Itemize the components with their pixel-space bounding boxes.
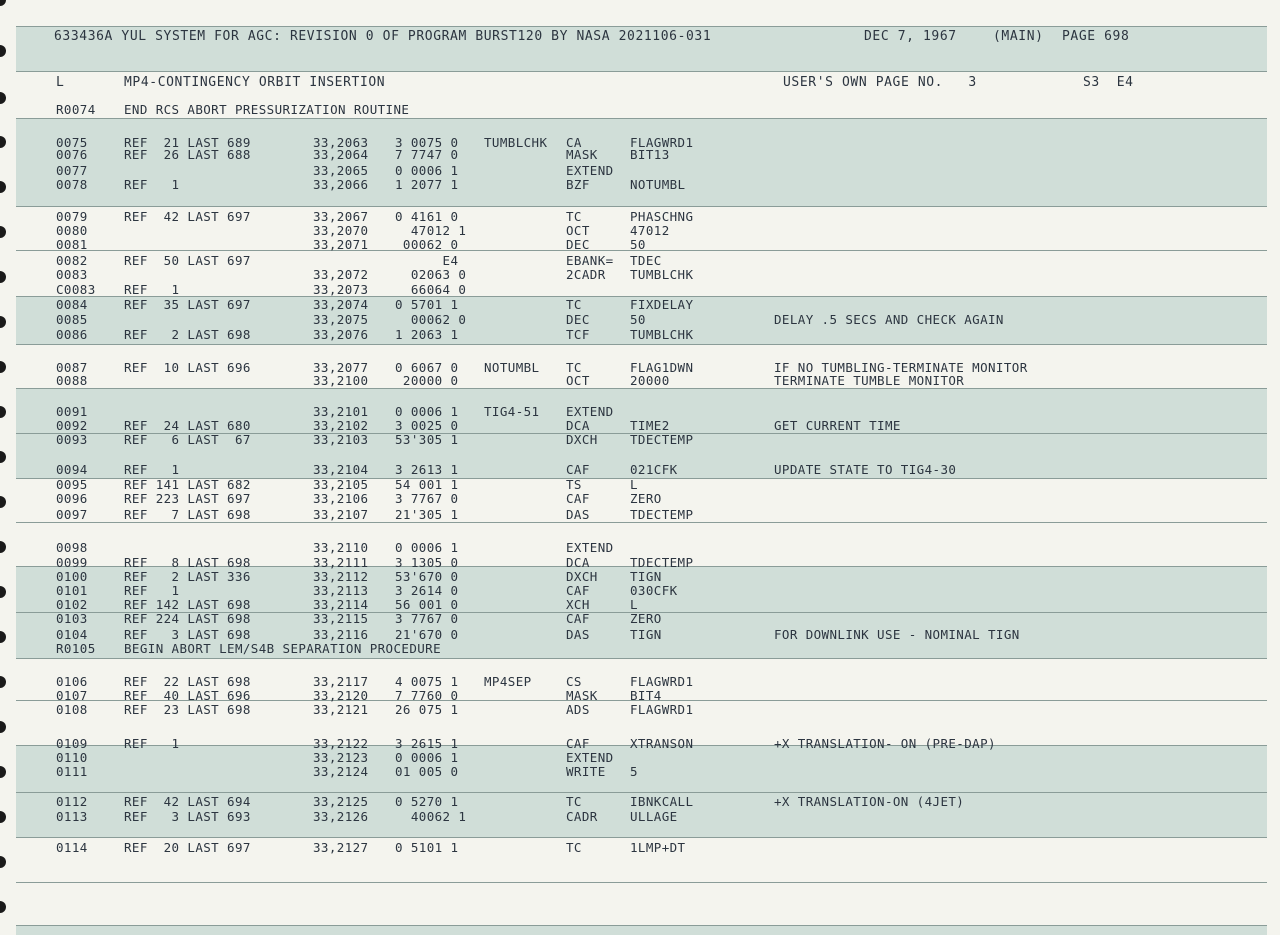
row-op: CAF — [566, 736, 590, 751]
row-line: 0111 — [56, 764, 88, 779]
row-operand: TUMBLCHK — [630, 327, 694, 342]
tractor-hole — [0, 541, 6, 553]
row-val: 3 7767 0 — [395, 611, 459, 626]
row-ref: REF 223 LAST 697 — [124, 491, 251, 506]
row-op: TC — [566, 360, 582, 375]
row-val: 01 005 0 — [395, 764, 459, 779]
row-line: 0096 — [56, 491, 88, 506]
row-operand: NOTUMBL — [630, 177, 686, 192]
row-op: EBANK= — [566, 253, 614, 268]
row-comment: DELAY .5 SECS AND CHECK AGAIN — [774, 312, 1004, 327]
row-op: TC — [566, 209, 582, 224]
row-operand: ULLAGE — [630, 809, 678, 824]
row-val: 0 0006 1 — [395, 540, 459, 555]
row-val: 20000 0 — [395, 373, 459, 388]
row-val: 47012 1 — [395, 223, 467, 238]
row-operand: FLAGWRD1 — [630, 702, 694, 717]
row-addr: 33,2072 — [313, 267, 369, 282]
listing-date: DEC 7, 1967 — [864, 29, 957, 44]
row-line: 0104 — [56, 627, 88, 642]
row-label: TUMBLCHK — [484, 135, 548, 150]
row-op: TC — [566, 840, 582, 855]
row-addr: 33,2071 — [313, 237, 369, 252]
row-op: TC — [566, 297, 582, 312]
row-addr: 33,2103 — [313, 432, 369, 447]
listing-section: (MAIN) — [993, 29, 1044, 44]
row-op: OCT — [566, 373, 590, 388]
row-val: 0 0006 1 — [395, 163, 459, 178]
row-operand: 50 — [630, 312, 646, 327]
row-addr: 33,2065 — [313, 163, 369, 178]
row-line: 0086 — [56, 327, 88, 342]
row-addr: 33,2104 — [313, 462, 369, 477]
row-operand: TDECTEMP — [630, 555, 694, 570]
row-op: TCF — [566, 327, 590, 342]
ledger-rule — [16, 206, 1267, 207]
row-addr: 33,2064 — [313, 147, 369, 162]
row-addr: 33,2125 — [313, 794, 369, 809]
row-ref: REF 22 LAST 698 — [124, 674, 251, 689]
row-addr: 33,2067 — [313, 209, 369, 224]
row-addr: 33,2105 — [313, 477, 369, 492]
row-operand: 030CFK — [630, 583, 678, 598]
row-operand: 50 — [630, 237, 646, 252]
row-val: 40062 1 — [395, 809, 467, 824]
row-addr: 33,2120 — [313, 688, 369, 703]
row-val: 3 2615 1 — [395, 736, 459, 751]
row-operand: TUMBLCHK — [630, 267, 694, 282]
row-addr: 33,2073 — [313, 282, 369, 297]
row-ref: REF 50 LAST 697 — [124, 253, 251, 268]
ledger-rule — [16, 344, 1267, 345]
row-op: CADR — [566, 809, 598, 824]
row-line: 0076 — [56, 147, 88, 162]
ledger-rule — [16, 388, 1267, 389]
ledger-rule — [16, 882, 1267, 883]
row-line: 0099 — [56, 555, 88, 570]
row-line: 0098 — [56, 540, 88, 555]
row-val: 0 4161 0 — [395, 209, 459, 224]
row-addr: 33,2115 — [313, 611, 369, 626]
tractor-hole — [0, 271, 6, 283]
row-line: 0083 — [56, 267, 88, 282]
row-operand: TIGN — [630, 569, 662, 584]
row-val: 3 0025 0 — [395, 418, 459, 433]
row-line: 0103 — [56, 611, 88, 626]
row-val: 7 7747 0 — [395, 147, 459, 162]
row-addr: 33,2075 — [313, 312, 369, 327]
row-text: BEGIN ABORT LEM/S4B SEPARATION PROCEDURE — [124, 641, 442, 656]
ledger-band — [16, 925, 1267, 935]
row-operand: L — [630, 597, 638, 612]
row-operand: BIT4 — [630, 688, 662, 703]
row-line: 0084 — [56, 297, 88, 312]
row-operand: TDECTEMP — [630, 432, 694, 447]
row-addr: 33,2114 — [313, 597, 369, 612]
row-ref: REF 1 — [124, 177, 180, 192]
row-line: 0082 — [56, 253, 88, 268]
row-line: 0081 — [56, 237, 88, 252]
row-line: 0110 — [56, 750, 88, 765]
row-ref: REF 20 LAST 697 — [124, 840, 251, 855]
row-addr: 33,2117 — [313, 674, 369, 689]
ledger-rule — [16, 792, 1267, 793]
row-line: 0107 — [56, 688, 88, 703]
row-line: 0095 — [56, 477, 88, 492]
ledger-rule — [16, 71, 1267, 72]
row-addr: 33,2124 — [313, 764, 369, 779]
row-line: 0097 — [56, 507, 88, 522]
row-ref: REF 26 LAST 688 — [124, 147, 251, 162]
row-val: 7 7760 0 — [395, 688, 459, 703]
row-op: ADS — [566, 702, 590, 717]
row-comment: IF NO TUMBLING-TERMINATE MONITOR — [774, 360, 1028, 375]
row-val: 21'670 0 — [395, 627, 459, 642]
row-val: 3 2613 1 — [395, 462, 459, 477]
row-val: 1 2077 1 — [395, 177, 459, 192]
tractor-hole — [0, 136, 6, 148]
row-operand: XTRANSON — [630, 736, 694, 751]
row-op: TS — [566, 477, 582, 492]
tractor-hole — [0, 406, 6, 418]
row-op: MASK — [566, 147, 598, 162]
tractor-hole — [0, 766, 6, 778]
tractor-hole — [0, 361, 6, 373]
row-addr: 33,2111 — [313, 555, 369, 570]
row-line: 0092 — [56, 418, 88, 433]
row-addr: 33,2106 — [313, 491, 369, 506]
row-ref: REF 24 LAST 680 — [124, 418, 251, 433]
row-operand: 20000 — [630, 373, 670, 388]
row-addr: 33,2074 — [313, 297, 369, 312]
row-ref: REF 42 LAST 697 — [124, 209, 251, 224]
row-val: 66064 0 — [395, 282, 467, 297]
row-ref: REF 23 LAST 698 — [124, 702, 251, 717]
tractor-hole — [0, 226, 6, 238]
row-addr: 33,2126 — [313, 809, 369, 824]
tractor-hole — [0, 721, 6, 733]
row-val: 00062 0 — [395, 237, 459, 252]
row-comment: +X TRANSLATION-ON (4JET) — [774, 794, 965, 809]
row-text: END RCS ABORT PRESSURIZATION ROUTINE — [124, 102, 410, 117]
row-operand: TDEC — [630, 253, 662, 268]
row-op: MASK — [566, 688, 598, 703]
tractor-hole — [0, 631, 6, 643]
tractor-hole — [0, 676, 6, 688]
row-op: TC — [566, 794, 582, 809]
tractor-hole — [0, 856, 6, 868]
page-number: PAGE 698 — [1062, 29, 1130, 44]
row-val: 02063 0 — [395, 267, 467, 282]
row-op: CAF — [566, 491, 590, 506]
row-comment: FOR DOWNLINK USE - NOMINAL TIGN — [774, 627, 1020, 642]
row-addr: 33,2127 — [313, 840, 369, 855]
row-val: 53'670 0 — [395, 569, 459, 584]
row-ref: REF 40 LAST 696 — [124, 688, 251, 703]
row-ref: REF 2 LAST 698 — [124, 327, 251, 342]
row-line: 0109 — [56, 736, 88, 751]
row-op: DAS — [566, 507, 590, 522]
row-val: 3 2614 0 — [395, 583, 459, 598]
row-operand: TIME2 — [630, 418, 670, 433]
row-ref: REF 2 LAST 336 — [124, 569, 251, 584]
user-page-number: USER'S OWN PAGE NO. 3 — [783, 75, 977, 90]
row-addr: 33,2116 — [313, 627, 369, 642]
row-line: 0087 — [56, 360, 88, 375]
row-ref: REF 7 LAST 698 — [124, 507, 251, 522]
row-op: EXTEND — [566, 750, 614, 765]
tractor-hole — [0, 0, 6, 6]
row-ref: REF 141 LAST 682 — [124, 477, 251, 492]
row-comment: +X TRANSLATION- ON (PRE-DAP) — [774, 736, 996, 751]
row-op: DAS — [566, 627, 590, 642]
ledger-rule — [16, 837, 1267, 838]
row-line: R0074 — [56, 102, 96, 117]
row-ref: REF 3 LAST 698 — [124, 627, 251, 642]
row-op: EXTEND — [566, 540, 614, 555]
tractor-hole — [0, 45, 6, 57]
row-line: 0100 — [56, 569, 88, 584]
row-op: BZF — [566, 177, 590, 192]
row-ref: REF 1 — [124, 462, 180, 477]
row-label: NOTUMBL — [484, 360, 540, 375]
row-operand: ZERO — [630, 611, 662, 626]
row-val: 0 5270 1 — [395, 794, 459, 809]
row-operand: FLAGWRD1 — [630, 135, 694, 150]
row-addr: 33,2110 — [313, 540, 369, 555]
tractor-hole — [0, 586, 6, 598]
row-ref: REF 1 — [124, 736, 180, 751]
row-val: 0 5101 1 — [395, 840, 459, 855]
tractor-hole — [0, 316, 6, 328]
row-val: 0 0006 1 — [395, 404, 459, 419]
row-addr: 33,2122 — [313, 736, 369, 751]
row-val: 00062 0 — [395, 312, 467, 327]
ledger-band — [16, 118, 1267, 206]
ledger-rule — [16, 522, 1267, 523]
row-addr: 33,2112 — [313, 569, 369, 584]
row-line: 0078 — [56, 177, 88, 192]
row-ref: REF 224 LAST 698 — [124, 611, 251, 626]
row-operand: TIGN — [630, 627, 662, 642]
row-addr: 33,2066 — [313, 177, 369, 192]
row-ref: REF 35 LAST 697 — [124, 297, 251, 312]
row-line: 0091 — [56, 404, 88, 419]
row-val: 54 001 1 — [395, 477, 459, 492]
row-op: CAF — [566, 462, 590, 477]
row-line: 0088 — [56, 373, 88, 388]
row-op: EXTEND — [566, 404, 614, 419]
row-operand: IBNKCALL — [630, 794, 694, 809]
row-val: 3 7767 0 — [395, 491, 459, 506]
row-val: 21'305 1 — [395, 507, 459, 522]
row-op: CAF — [566, 611, 590, 626]
row-ref: REF 1 — [124, 583, 180, 598]
row-val: 0 5701 1 — [395, 297, 459, 312]
row-ref: REF 10 LAST 696 — [124, 360, 251, 375]
row-operand: BIT13 — [630, 147, 670, 162]
row-ref: REF 8 LAST 698 — [124, 555, 251, 570]
row-addr: 33,2070 — [313, 223, 369, 238]
row-op: DEC — [566, 312, 590, 327]
row-ref: REF 6 LAST 67 — [124, 432, 251, 447]
row-operand: FLAGWRD1 — [630, 674, 694, 689]
row-ref: REF 21 LAST 689 — [124, 135, 251, 150]
row-op: DXCH — [566, 569, 598, 584]
row-operand: L — [630, 477, 638, 492]
row-addr: 33,2063 — [313, 135, 369, 150]
row-operand: 47012 — [630, 223, 670, 238]
row-op: XCH — [566, 597, 590, 612]
row-val: 1 2063 1 — [395, 327, 459, 342]
row-line: 0102 — [56, 597, 88, 612]
row-op: DEC — [566, 237, 590, 252]
row-ref: REF 42 LAST 694 — [124, 794, 251, 809]
row-addr: 33,2102 — [313, 418, 369, 433]
row-line: 0094 — [56, 462, 88, 477]
row-line: 0085 — [56, 312, 88, 327]
row-line: 0106 — [56, 674, 88, 689]
row-addr: 33,2121 — [313, 702, 369, 717]
row-val: 56 001 0 — [395, 597, 459, 612]
row-addr: 33,2101 — [313, 404, 369, 419]
row-op: 2CADR — [566, 267, 606, 282]
row-label: TIG4-51 — [484, 404, 540, 419]
row-ref: REF 3 LAST 693 — [124, 809, 251, 824]
row-operand: ZERO — [630, 491, 662, 506]
row-operand: FIXDELAY — [630, 297, 694, 312]
row-line: 0108 — [56, 702, 88, 717]
row-val: 0 6067 0 — [395, 360, 459, 375]
row-addr: 33,2113 — [313, 583, 369, 598]
row-line: R0105 — [56, 641, 96, 656]
row-line: 0075 — [56, 135, 88, 150]
row-addr: 33,2123 — [313, 750, 369, 765]
row-line: 0080 — [56, 223, 88, 238]
log-type: L — [56, 75, 65, 90]
tractor-hole — [0, 496, 6, 508]
log-codes: S3 E4 — [1083, 75, 1134, 90]
row-line: 0093 — [56, 432, 88, 447]
row-operand: TDECTEMP — [630, 507, 694, 522]
row-comment: TERMINATE TUMBLE MONITOR — [774, 373, 965, 388]
row-op: DXCH — [566, 432, 598, 447]
row-op: WRITE — [566, 764, 606, 779]
row-op: OCT — [566, 223, 590, 238]
row-addr: 33,2100 — [313, 373, 369, 388]
row-addr: 33,2107 — [313, 507, 369, 522]
row-operand: 021CFK — [630, 462, 678, 477]
row-ref: REF 1 — [124, 282, 180, 297]
row-op: CA — [566, 135, 582, 150]
row-line: 0101 — [56, 583, 88, 598]
row-line: 0077 — [56, 163, 88, 178]
tractor-hole — [0, 811, 6, 823]
row-line: 0114 — [56, 840, 88, 855]
row-line: 0079 — [56, 209, 88, 224]
row-operand: PHASCHNG — [630, 209, 694, 224]
row-op: EXTEND — [566, 163, 614, 178]
row-operand: 1LMP+DT — [630, 840, 686, 855]
ledger-rule — [16, 658, 1267, 659]
log-section-title: MP4-CONTINGENCY ORBIT INSERTION — [124, 75, 386, 90]
row-line: C0083 — [56, 282, 96, 297]
row-val: E4 — [395, 253, 459, 268]
row-line: 0112 — [56, 794, 88, 809]
row-label: MP4SEP — [484, 674, 532, 689]
row-comment: GET CURRENT TIME — [774, 418, 901, 433]
ledger-rule — [16, 118, 1267, 119]
row-addr: 33,2076 — [313, 327, 369, 342]
row-val: 26 075 1 — [395, 702, 459, 717]
row-comment: UPDATE STATE TO TIG4-30 — [774, 462, 957, 477]
row-val: 53'305 1 — [395, 432, 459, 447]
row-val: 3 0075 0 — [395, 135, 459, 150]
row-operand: 5 — [630, 764, 638, 779]
tractor-hole — [0, 451, 6, 463]
row-ref: REF 142 LAST 698 — [124, 597, 251, 612]
row-val: 3 1305 0 — [395, 555, 459, 570]
row-line: 0113 — [56, 809, 88, 824]
row-val: 4 0075 1 — [395, 674, 459, 689]
row-op: CS — [566, 674, 582, 689]
tractor-hole — [0, 901, 6, 913]
row-op: DCA — [566, 418, 590, 433]
tractor-hole — [0, 92, 6, 104]
row-addr: 33,2077 — [313, 360, 369, 375]
ledger-rule — [16, 26, 1267, 27]
row-op: CAF — [566, 583, 590, 598]
row-operand: FLAG1DWN — [630, 360, 694, 375]
row-val: 0 0006 1 — [395, 750, 459, 765]
tractor-hole — [0, 181, 6, 193]
listing-title: 633436A YUL SYSTEM FOR AGC: REVISION 0 OF PROGRAM BURST120 BY NASA 2021106-031 — [54, 29, 712, 44]
row-op: DCA — [566, 555, 590, 570]
ledger-rule — [16, 925, 1267, 926]
